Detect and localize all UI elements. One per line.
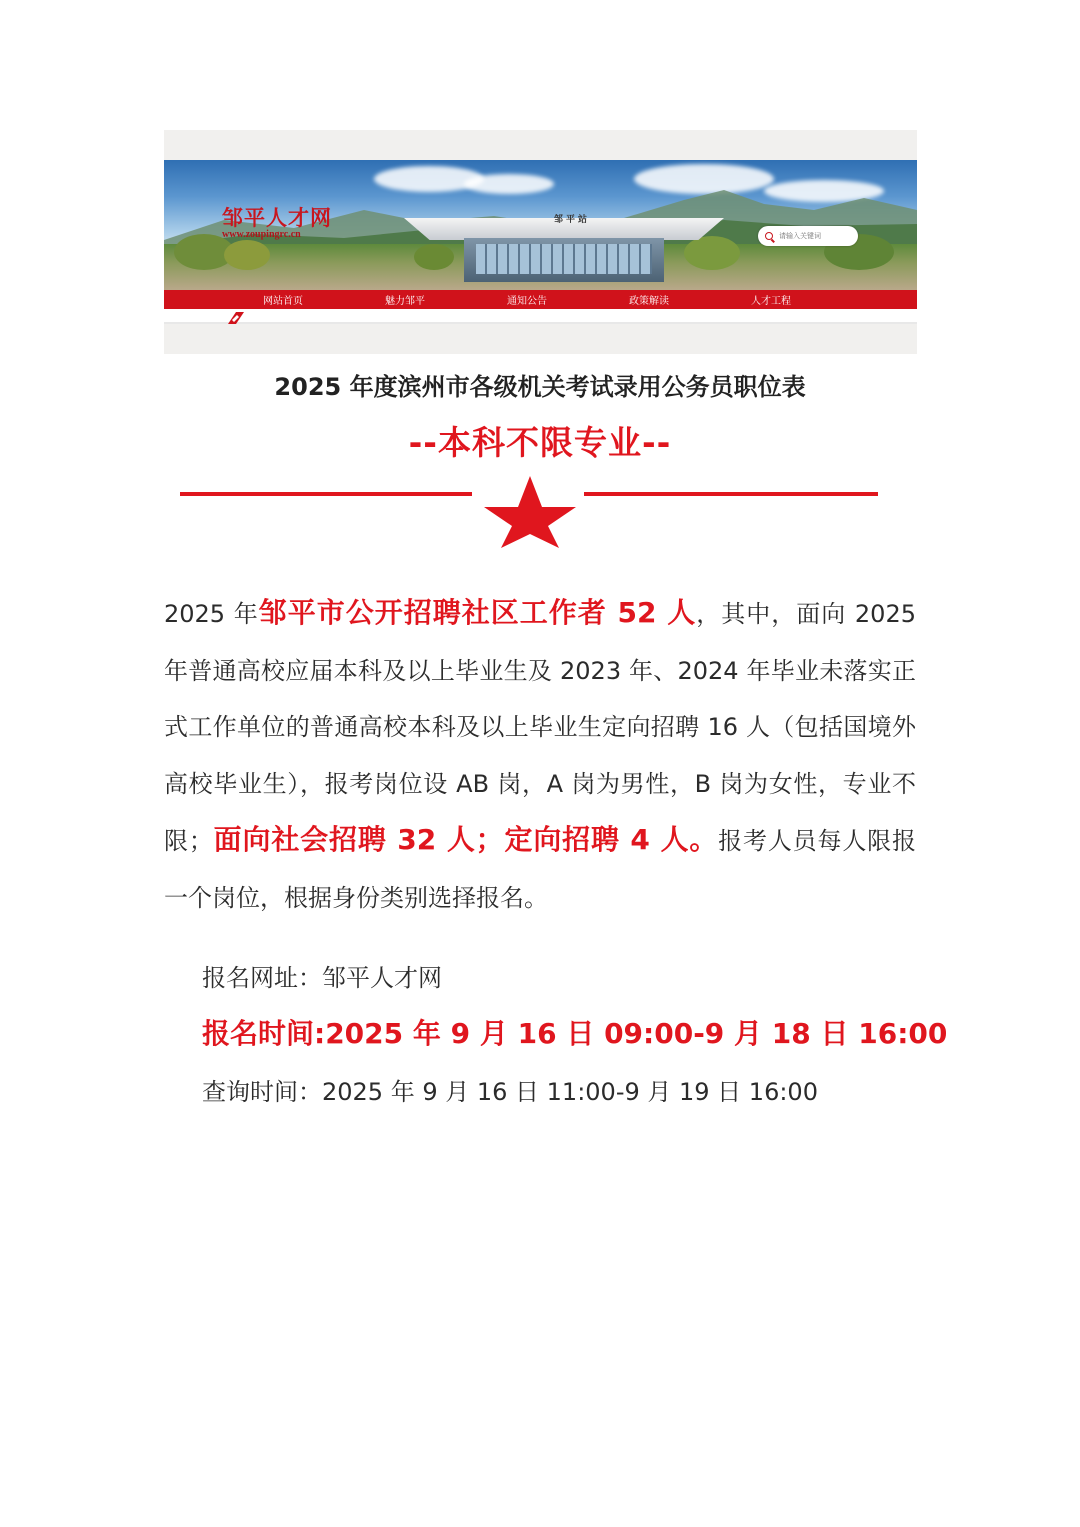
- site-url: www.zoupingrc.cn: [222, 229, 301, 240]
- recruitment-paragraph: [164, 585, 916, 926]
- signup-website: 报名网址：邹平人才网: [202, 964, 442, 992]
- station-sign: 邹平站: [554, 215, 591, 225]
- search-input[interactable]: [777, 231, 857, 241]
- corner-flag-icon: [226, 311, 246, 325]
- search-box[interactable]: [758, 226, 858, 246]
- site-banner: [164, 130, 917, 354]
- star-icon: [484, 476, 576, 548]
- site-nav: [164, 290, 917, 309]
- star-divider: [180, 476, 880, 548]
- divider-line-right: [584, 492, 878, 496]
- signup-time: 报名时间:2025 年 9 月 16 日 09:00-9 月 18 日 16:00: [202, 1017, 948, 1050]
- nav-item-talent[interactable]: 人才工程: [751, 296, 791, 307]
- para-year: 2025 年: [164, 600, 259, 628]
- nav-item-notices[interactable]: 通知公告: [507, 296, 547, 307]
- para-highlight-social: 面向社会招聘 32 人；定向招聘 4 人。: [212, 823, 719, 856]
- site-logo[interactable]: 邹平人才网: [222, 205, 332, 230]
- nav-item-home[interactable]: 网站首页: [263, 296, 303, 307]
- para-details: ，其中，面向 2025 年普通高校应届本科及以上毕业生及 2023 年、2024 年毕业未落实正式工作单位的普通高校本科及以上毕业生定向招聘 16 人（包括国境外高校毕业生），报考岗位设 AB 岗，A 岗为男性，B 岗为女性，专业不限；: [164, 600, 916, 855]
- query-time: 查询时间：2025 年 9 月 16 日 11:00-9 月 19 日 16:00: [202, 1078, 818, 1106]
- page-title: 2025 年度滨州市各级机关考试录用公务员职位表: [274, 373, 806, 401]
- para-highlight-total: 邹平市公开招聘社区工作者 52 人: [258, 596, 697, 629]
- divider-line-left: [180, 492, 472, 496]
- page-subtitle: --本科不限专业--: [408, 423, 672, 462]
- nav-item-policy[interactable]: 政策解读: [629, 296, 669, 307]
- nav-item-charm[interactable]: 魅力邹平: [385, 296, 425, 307]
- para-note: 报考人员每人限报一个岗位，根据身份类别选择报名。: [164, 827, 917, 912]
- banner-photo: [164, 160, 917, 290]
- search-icon[interactable]: [765, 232, 773, 240]
